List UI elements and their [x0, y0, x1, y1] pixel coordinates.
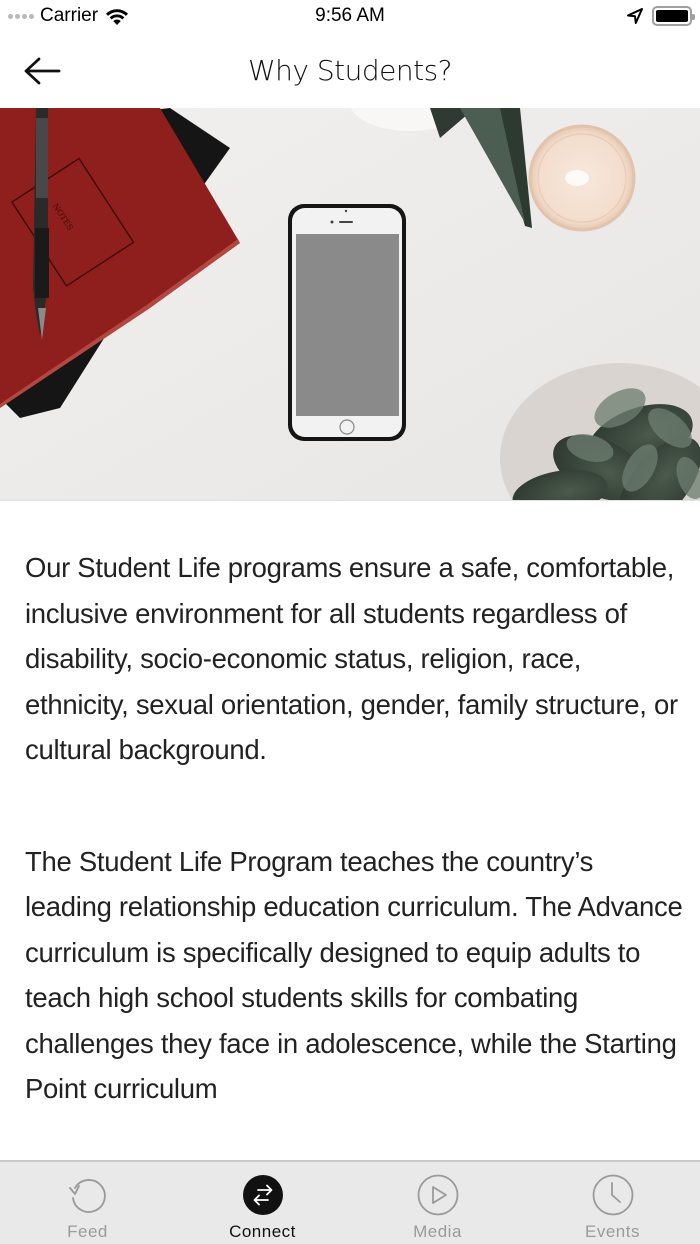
svg-text:NOTES: NOTES [50, 201, 75, 233]
tab-events[interactable] [525, 1162, 700, 1244]
status-bar [0, 0, 700, 34]
battery-icon [652, 6, 692, 26]
tab-label: Connect [229, 1222, 296, 1241]
article-paragraph: The Student Life Program teaches the country’s leading relationship education curriculum. The Advance curriculum is specifically designed to equip adults to teach high school students skills for combating challenges they face in adolescence, while the Starting Point curriculum [25, 845, 683, 1104]
status-time: 9:56 AM [315, 5, 385, 26]
tab-feed[interactable] [0, 1162, 175, 1244]
tab-label: Events [585, 1222, 640, 1241]
tab-label: Feed [67, 1222, 108, 1241]
tab-media[interactable] [350, 1162, 525, 1244]
tab-connect[interactable] [175, 1162, 350, 1244]
desk-flatlay-illustration [0, 108, 700, 501]
exchange-arrows-icon [242, 1174, 284, 1216]
hero-image [0, 108, 700, 501]
location-arrow-icon [626, 7, 644, 25]
clock-icon [592, 1174, 634, 1216]
tab-label: Media [413, 1222, 462, 1241]
carrier-label: Carrier [40, 5, 99, 26]
tab-bar [0, 1160, 700, 1244]
play-circle-icon [417, 1174, 459, 1216]
history-icon [67, 1174, 109, 1216]
page-title: Why Students? [247, 54, 453, 87]
article-paragraph: Our Student Life programs ensure a safe, comfortable, inclusive environment for all students regardless of disability, socio-economic status, religion, race, ethnicity, sexual orientation, gender, family structure, or cultural background. [25, 552, 678, 765]
article-body [25, 545, 685, 1178]
status-right [626, 6, 692, 26]
navigation-bar [0, 34, 700, 108]
